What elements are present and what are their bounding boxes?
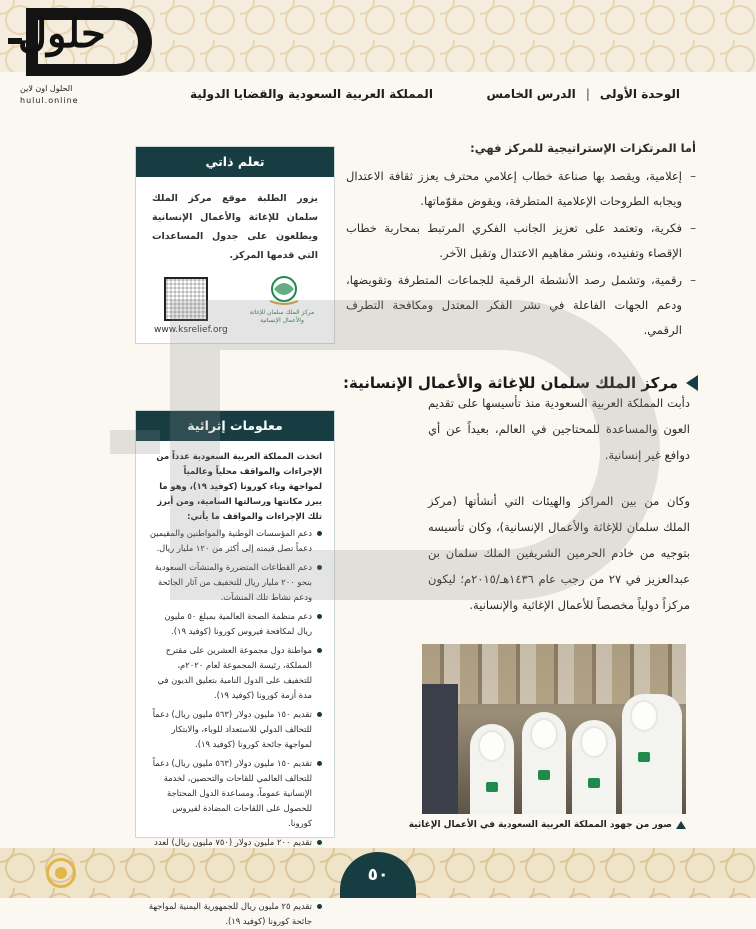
- site-logo[interactable]: [8, 4, 158, 108]
- paragraph: وكان من بين المراكز والهيئات التي أنشأتها (مركز الملك سلمان للإغاثة والأعمال الإنسانية)، وكان تأسيسه بتوجيه من خادم الحرمين الشريفين الملك سلمان بن عبدالعزيز في ٢٧ من رجب عام ١٤٣٦هـ/٢٠١٥م؛ ليكون مركزاً دولياً مخصصاً للأعمال الإغاثية والإنسانية.: [428, 494, 690, 612]
- corner-ornament-icon: [46, 858, 76, 888]
- header-separator: |: [585, 87, 590, 101]
- unit-label: الوحدة الأولى: [599, 87, 680, 101]
- qr-code-icon[interactable]: [164, 277, 208, 321]
- extra-info-title: معلومات إثرائية: [136, 411, 334, 441]
- strategic-intro: أما المرتكزات الإستراتيجية للمركز فهي:: [470, 141, 696, 155]
- photo-worker: [522, 712, 566, 814]
- logo-url: hulul.online: [20, 96, 79, 105]
- extra-info-box: [135, 410, 335, 926]
- self-learning-title: تعلم ذاتي: [136, 147, 334, 177]
- heading-arrow-icon: [686, 375, 698, 391]
- relief-patch-icon: [538, 770, 550, 780]
- relief-patch-icon: [638, 752, 650, 762]
- ksrelief-logo-icon: [262, 275, 306, 307]
- extra-info-intro: اتخذت المملكة العربية السعودية عدداً من الإجراءات والمواقف محلياً وعالمياً لمواجهة وباء كورونا (كوفيد ١٩)، وهو ما يبرز مكانتها ورسالتها السامية، ومن أبرز تلك الإجراءات والمواقف ما يأتي:: [156, 451, 322, 521]
- list-item: تقديم ١٥٠ مليون دولار (٥٦٣ مليون ريال) دعماً للتحالف العالمي للقاحات والتحصين، لخدمة الإنسانية عموماً، ومساعدة الدول المحتاجة للحصول على اللقاحات المضادة لفيروس كورونا.: [148, 756, 322, 831]
- lesson-label: الدرس الخامس: [486, 87, 576, 101]
- self-learning-box: [135, 146, 335, 344]
- photo-person-dark: [422, 684, 458, 814]
- page-number: ٥٠: [340, 852, 416, 898]
- section-heading-text: مركز الملك سلمان للإغاثة والأعمال الإنسانية:: [343, 374, 678, 392]
- caption-triangle-icon: [676, 821, 686, 829]
- list-item: – فكرية، وتعتمد على تعزيز الجانب الفكري المرتبط بمحاربة خطاب الإقصاء وتفنيده، ونشر مفاهيم الاعتدال وتقبل الآخر.: [346, 216, 696, 266]
- ksrelief-url-link[interactable]: www.ksrelief.org: [154, 325, 228, 335]
- list-item: دعم المؤسسات الوطنية والمواطنين والمقيمين دعماً تصل قيمته إلى أكثر من ١٢٠ مليار ريال.: [148, 526, 322, 556]
- relief-patch-icon: [486, 782, 498, 792]
- ksrelief-name: مركز الملك سلمان للإغاثة والأعمال الإنسانية: [249, 309, 315, 324]
- list-item: دعم منظمة الصحة العالمية بمبلغ ٥٠ مليون ريال لمكافحة فيروس كورونا (كوفيد ١٩).: [148, 609, 322, 639]
- page-header: [190, 84, 680, 104]
- list-item: تقديم ١٥٠ مليون دولار (٥٦٣ مليون ريال) دعماً للتحالف الدولي للاستعداد للوباء، والابتكار لمواجهة جائحة كورونا (كوفيد ١٩).: [148, 707, 322, 752]
- list-item: – إعلامية، ويقصد بها صناعة خطاب إعلامي محترف يعزز ثقافة الاعتدال ويجابه الطروحات الإعلامية المتطرفة، ويقوض مقوّماتها.: [346, 164, 696, 214]
- logo-wordmark: حلول: [18, 10, 106, 57]
- paragraph: دأبت المملكة العربية السعودية منذ تأسيسها على تقديم العون والمساعدة للمحتاجين في العالم، بعيداً عن أي دوافع غير إنسانية.: [428, 396, 690, 462]
- photo-worker: [470, 724, 514, 814]
- list-item: مواطنة دول مجموعة العشرين على مقترح المملكة، رئيسة المجموعة لعام ٢٠٢٠م، للتخفيف على الدول النامية بتعليق الديون في مدة أزمة كورونا (كوفيد ١٩).: [148, 643, 322, 703]
- self-learning-text: يزور الطلبة موقع مركز الملك سلمان للإغاثة والأعمال الإنسانية ويطلعون على جدول المساعدات التي قدمها المركز.: [152, 193, 318, 261]
- photo-caption-text: صور من جهود المملكة العربية السعودية في الأعمال الإغاثية: [408, 820, 672, 830]
- list-item: – رقمية، وتشمل رصد الأنشطة الرقمية للجماعات المتطرفة وتقويضها، ودعم الجهات الفاعلة في نشر الفكر المعتدل ومكافحة التطرف الرقمي.: [346, 268, 696, 343]
- relief-photo: [422, 644, 686, 814]
- strategic-list: [346, 164, 696, 345]
- list-item: تقديم ٢٥ مليون ريال للجمهورية اليمنية لمواجهة جائحة كورونا (كوفيد ١٩).: [148, 899, 322, 929]
- photo-worker: [572, 720, 616, 814]
- list-item: دعم القطاعات المتضررة والمنشآت السعودية بنحو ٢٠٠ مليار ريال للتخفيف من آثار الجائحة ودعم نشاط تلك المنشآت.: [148, 560, 322, 605]
- list-item: تقديم ٢٠٠ مليون دولار (٧٥٠ مليون ريال) لعدد: [148, 835, 322, 895]
- relief-patch-icon: [588, 778, 600, 788]
- logo-subtitle: الحلول اون لاين: [20, 84, 73, 93]
- subject-title: المملكة العربية السعودية والقضايا الدولية: [190, 87, 433, 101]
- photo-worker: [622, 694, 682, 814]
- photo-caption: [386, 820, 686, 830]
